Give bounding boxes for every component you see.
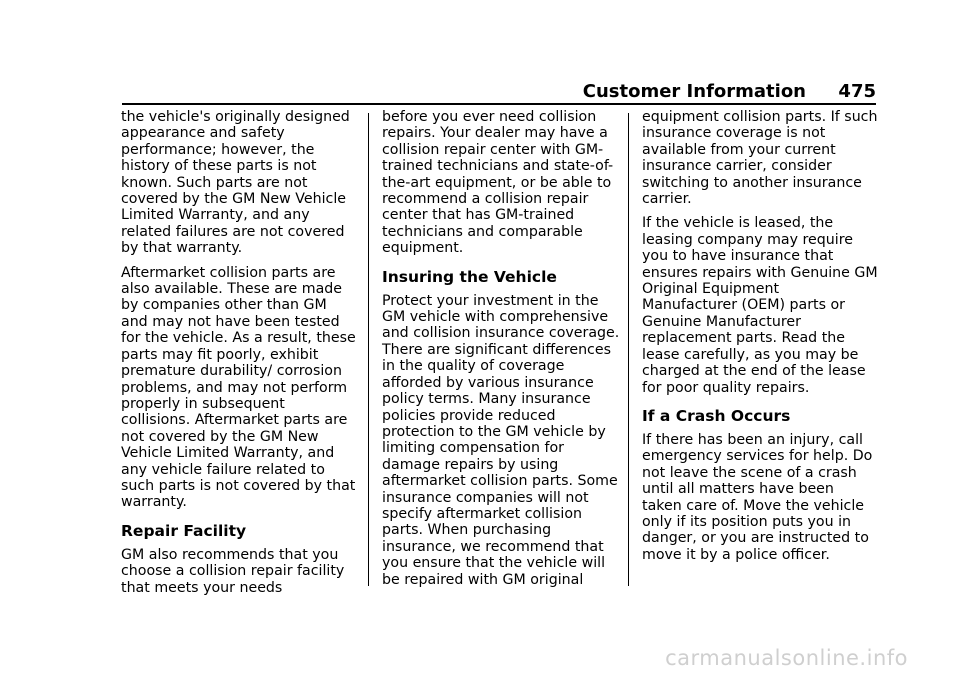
column-divider xyxy=(368,113,369,586)
section-title: Customer Information xyxy=(582,81,806,102)
section-heading: Repair Facility xyxy=(121,521,247,540)
section-heading: If a Crash Occurs xyxy=(642,406,791,425)
paragraph: equipment collision parts. If such insurance coverage is not available from your current insurance carrier, consider switching to another insurance carrier. xyxy=(642,109,878,208)
paragraph: If there has been an injury, call emergency services for help. Do not leave the scene of a crash until all matters have been taken care of. Move the vehicle only if its position puts you in danger, or you are instructed to move it by a police officer. xyxy=(642,431,873,563)
paragraph: GM also recommends that you choose a collision repair facility that meets your needs xyxy=(121,546,345,596)
paragraph: Protect your investment in the GM vehicle with comprehensive and collision insurance coverage. There are significant differences in the quality of coverage afforded by various insurance policy terms. Many insurance policies provide reduced protection to the GM vehicle by limiting compensation for damage repairs by using aftermarket collision parts. Some insurance companies will not specify aftermarket collision parts. When purchasing insurance, we recommend that you ensure that the vehicle will be repaired with GM original xyxy=(382,292,620,588)
paragraph: Aftermarket collision parts are also available. These are made by companies other than GM and may not have been tested for the vehicle. As a result, these parts may fit poorly, exhibit premature durability/ corrosion problems, and may not perform properly in subsequent collisions. Aftermarket parts are not covered by the GM New Vehicle Limited Warranty, and any vehicle failure related to such parts is not covered by that warranty. xyxy=(121,264,356,511)
page-number: 475 xyxy=(838,81,876,102)
column-2 xyxy=(382,109,620,596)
watermark-text: carmanualsonline.info xyxy=(665,646,908,670)
column-3 xyxy=(642,109,878,571)
column-divider xyxy=(628,113,629,586)
page-header xyxy=(122,80,876,104)
paragraph: the vehicle's originally designed appearance and safety performance; however, the history of these parts is not known. Such parts are not covered by the GM New Vehicle Limited Warranty, and any related failures are not covered by that warranty. xyxy=(121,109,350,257)
header-rule xyxy=(122,103,876,105)
paragraph: If the vehicle is leased, the leasing company may require you to have insurance that ensures repairs with Genuine GM Original Equipment Manufacturer (OEM) parts or Genuine Manufacturer replacement parts. Read the lease carefully, as you may be charged at the end of the lease for poor quality repairs. xyxy=(642,215,878,396)
section-heading: Insuring the Vehicle xyxy=(382,267,557,286)
paragraph: before you ever need collision repairs. Your dealer may have a collision repair center with GM-trained technicians and state-of-the-art equipment, or be able to recommend a collision repair center that has GM-trained technicians and comparable equipment. xyxy=(382,109,614,257)
column-1 xyxy=(121,109,356,604)
